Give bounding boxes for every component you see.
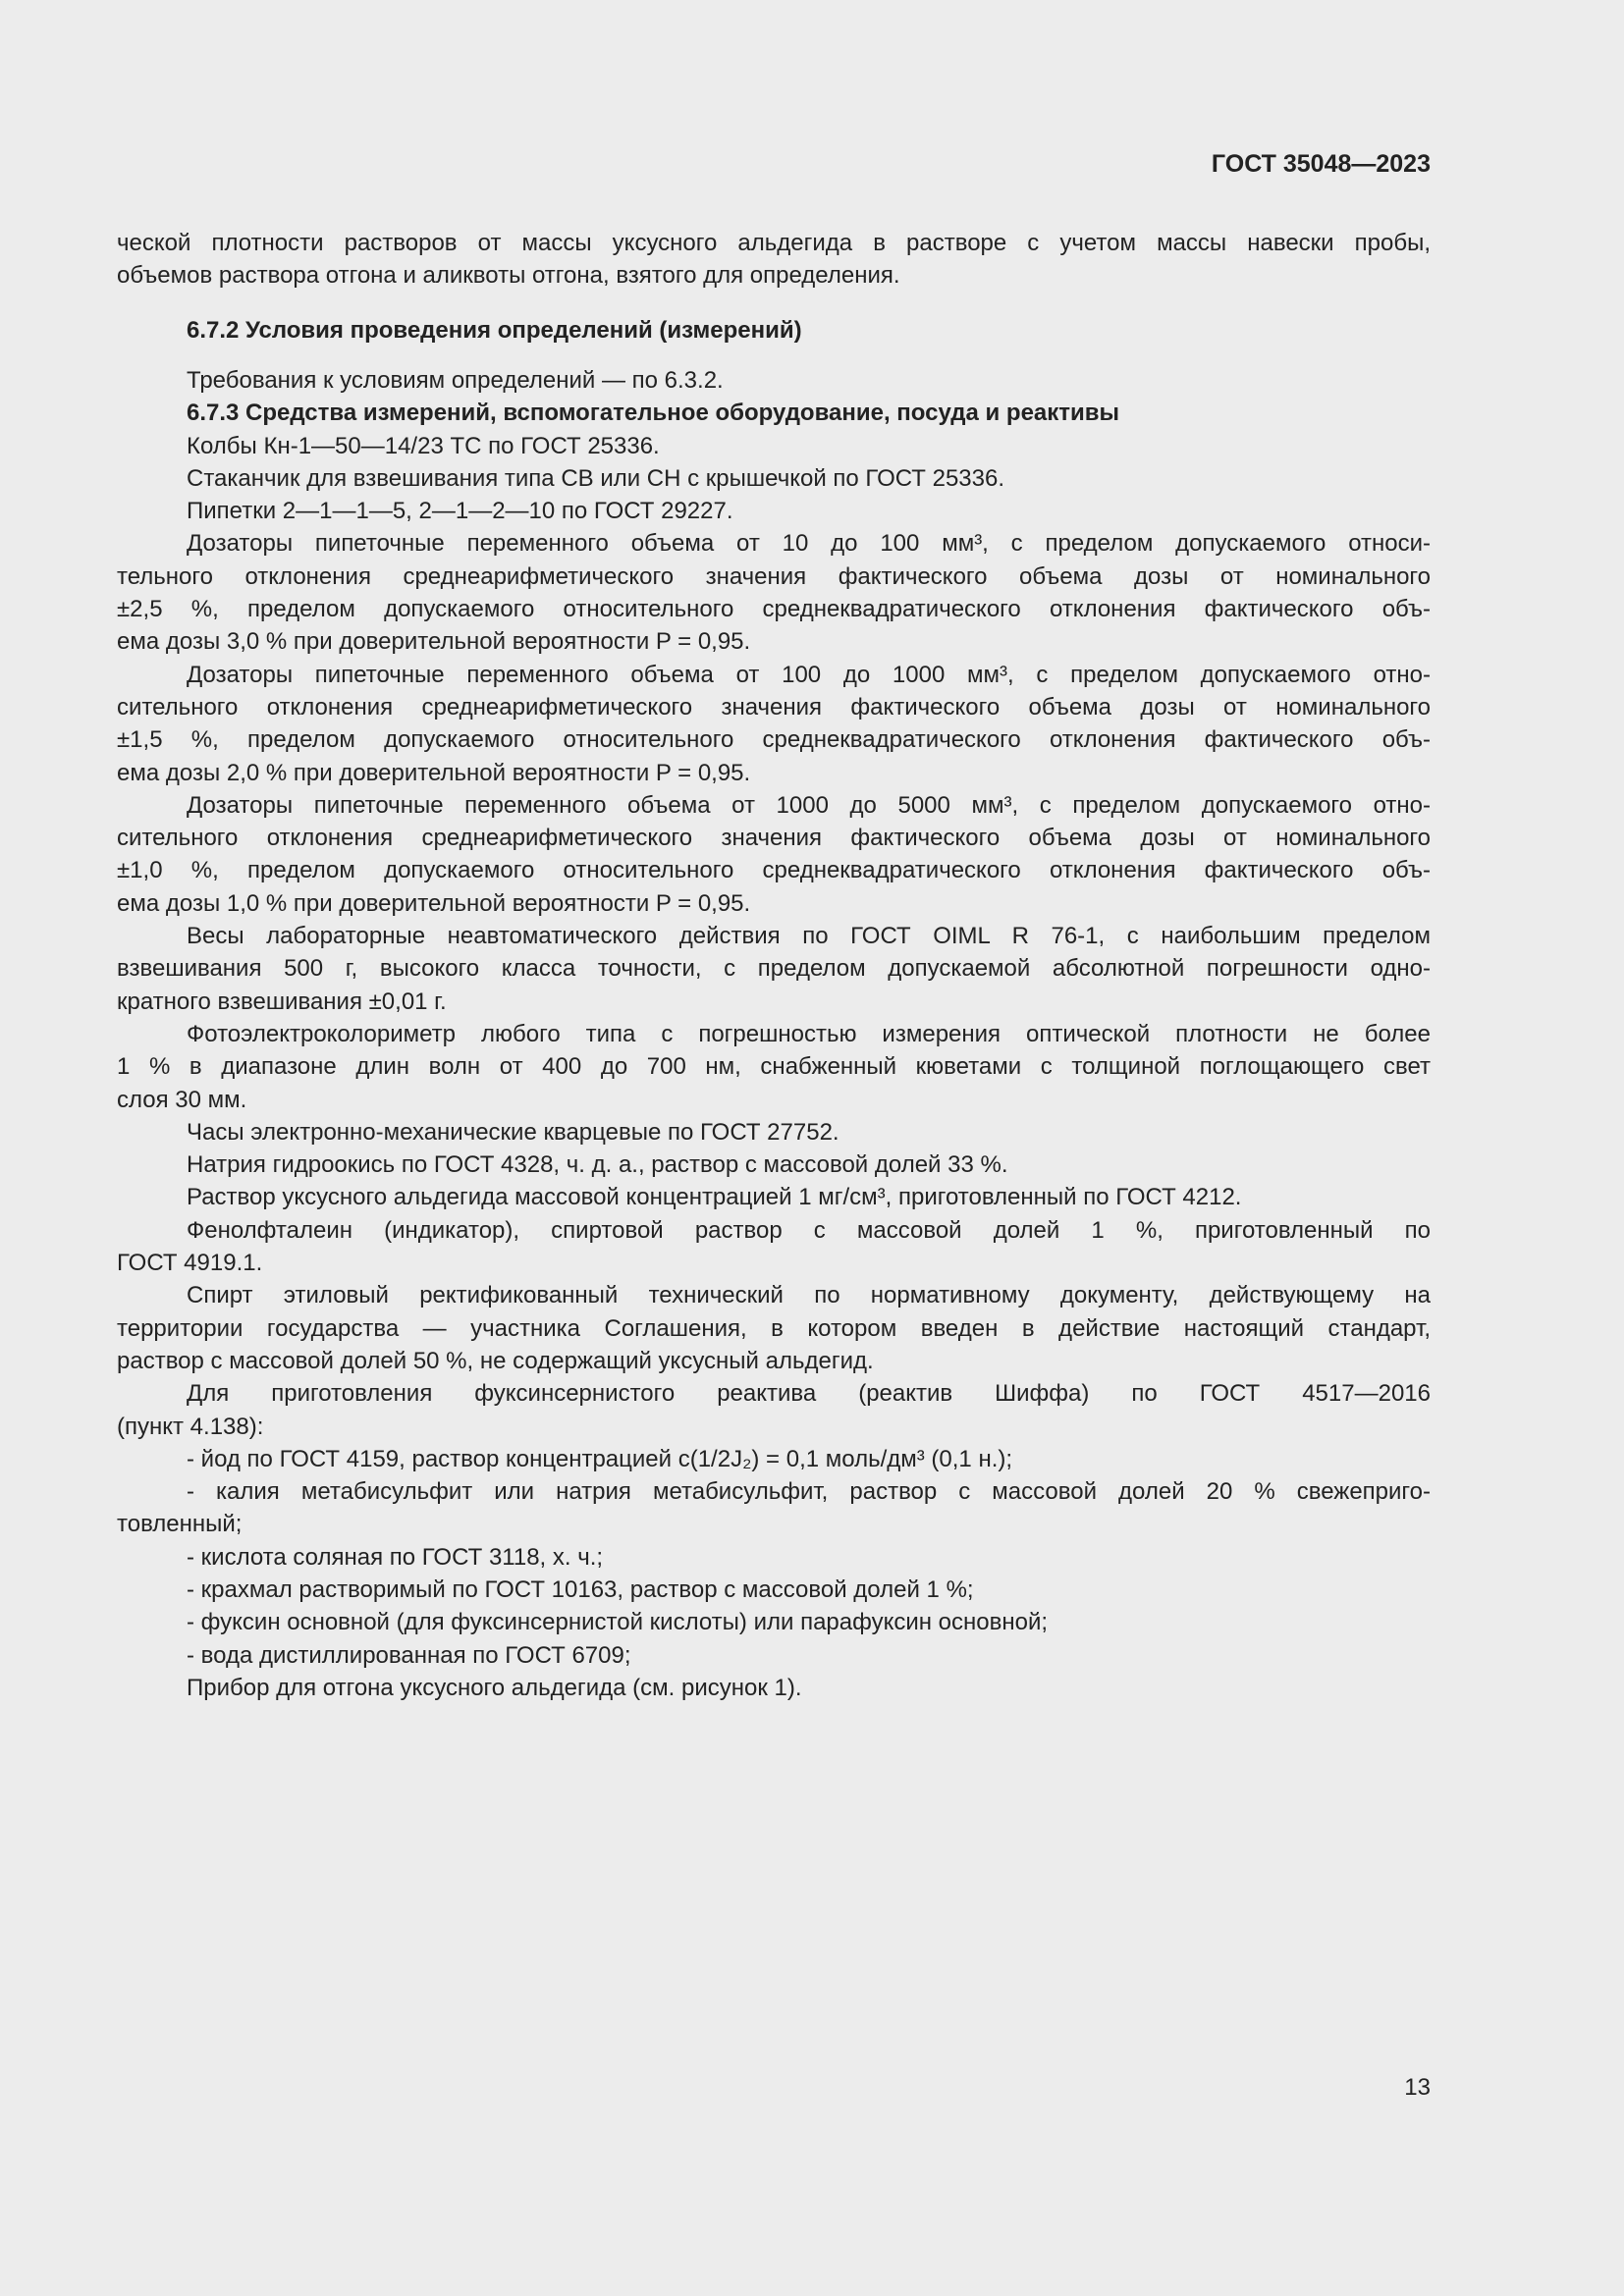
text-line: объемов раствора отгона и аликвоты отгона, взятого для определения. xyxy=(117,262,900,290)
text-line: ±1,5 %, пределом допускаемого относительного среднеквадратического отклонения фактического объ- xyxy=(117,726,1431,754)
document-header: ГОСТ 35048—2023 xyxy=(1211,150,1431,178)
text-line: ема дозы 3,0 % при доверительной вероятности P = 0,95. xyxy=(117,628,751,656)
text-line: Дозаторы пипеточные переменного объема от 100 до 1000 мм³, с пределом допускаемого отно- xyxy=(187,661,1431,688)
text-line: - фуксин основной (для фуксинсернистой кислоты) или парафуксин основной; xyxy=(187,1609,1049,1636)
text-line: ческой плотности растворов от массы уксусного альдегида в растворе с учетом массы навески пробы, xyxy=(117,230,1431,256)
text-line: Дозаторы пипеточные переменного объема от 10 до 100 мм³, с пределом допускаемого относи- xyxy=(187,530,1431,558)
text-line: - кислота соляная по ГОСТ 3118, х. ч.; xyxy=(187,1543,604,1571)
text-line: Фенолфталеин (индикатор), спиртовой раствор с массовой долей 1 %, приготовленный по xyxy=(187,1216,1431,1244)
text-line: Спирт этиловый ректификованный технический по нормативному документу, действующему на xyxy=(187,1282,1431,1309)
text-line: товленный; xyxy=(117,1511,243,1538)
text-line: Прибор для отгона уксусного альдегида (см. рисунок 1). xyxy=(187,1674,802,1701)
text-line: сительного отклонения среднеарифметического значения фактического объема дозы от номинального xyxy=(117,693,1431,721)
text-line: взвешивания 500 г, высокого класса точности, с пределом допускаемой абсолютной погрешности одно- xyxy=(117,955,1431,983)
text-line: Дозаторы пипеточные переменного объема от 1000 до 5000 мм³, с пределом допускаемого отно- xyxy=(187,791,1431,819)
section-6-7-2 xyxy=(117,314,1431,347)
text-line: - вода дистиллированная по ГОСТ 6709; xyxy=(187,1641,631,1669)
section-heading: 6.7.3 Средства измерений, вспомогательное оборудование, посуда и реактивы xyxy=(187,400,1120,427)
text-line: слоя 30 мм. xyxy=(117,1086,247,1113)
text-line: Раствор уксусного альдегида массовой концентрацией 1 мг/см³, приготовленный по ГОСТ 4212. xyxy=(187,1184,1242,1211)
text-line: тельного отклонения среднеарифметического значения фактического объема дозы от номинального xyxy=(117,562,1431,590)
text-line: ема дозы 1,0 % при доверительной вероятности P = 0,95. xyxy=(117,889,751,917)
text-line: Для приготовления фуксинсернистого реактива (реактив Шиффа) по ГОСТ 4517—2016 xyxy=(187,1380,1431,1408)
text-line: Требования к условиям определений — по 6.3.2. xyxy=(187,367,724,394)
text-line: ±1,0 %, пределом допускаемого относительного среднеквадратического отклонения фактического объ- xyxy=(117,857,1431,884)
text-line: - йод по ГОСТ 4159, раствор концентрацией c(1/2J₂) = 0,1 моль/дм³ (0,1 н.); xyxy=(187,1445,1013,1472)
text-line: Стаканчик для взвешивания типа СВ или СН с крышечкой по ГОСТ 25336. xyxy=(187,464,1005,492)
text-line: - крахмал растворимый по ГОСТ 10163, раствор с массовой долей 1 %; xyxy=(187,1575,974,1603)
text-line: Пипетки 2—1—1—5, 2—1—2—10 по ГОСТ 29227. xyxy=(187,498,733,525)
text-line: Колбы Кн-1—50—14/23 ТС по ГОСТ 25336. xyxy=(187,432,660,459)
text-line: сительного отклонения среднеарифметического значения фактического объема дозы от номинального xyxy=(117,825,1431,852)
body-text xyxy=(117,364,1431,1704)
text-line: - калия метабисульфит или натрия метабисульфит, раствор с массовой долей 20 % свежеприго- xyxy=(187,1478,1431,1506)
text-line: кратного взвешивания ±0,01 г. xyxy=(117,988,447,1015)
page-number: 13 xyxy=(1404,2074,1431,2101)
text-line: (пункт 4.138): xyxy=(117,1413,264,1440)
text-line: ±2,5 %, пределом допускаемого относительного среднеквадратического отклонения фактического объ- xyxy=(117,596,1431,623)
text-line: Часы электронно-механические кварцевые по ГОСТ 27752. xyxy=(187,1118,839,1146)
text-line: ема дозы 2,0 % при доверительной вероятности P = 0,95. xyxy=(117,759,751,786)
intro-paragraph xyxy=(117,227,1431,293)
section-heading-6-7-2: 6.7.2 Условия проведения определений (измерений) xyxy=(187,317,802,344)
text-line: 1 % в диапазоне длин волн от 400 до 700 нм, снабженный кюветами с толщиной поглощающего свет xyxy=(117,1053,1431,1081)
text-line: Натрия гидроокись по ГОСТ 4328, ч. д. а., раствор с массовой долей 33 %. xyxy=(187,1151,1008,1179)
text-line: ГОСТ 4919.1. xyxy=(117,1250,263,1277)
text-line: Фотоэлектроколориметр любого типа с погрешностью измерения оптической плотности не более xyxy=(187,1020,1431,1047)
text-line: раствор с массовой долей 50 %, не содержащий уксусный альдегид. xyxy=(117,1347,874,1374)
text-line: Весы лабораторные неавтоматического действия по ГОСТ OIML R 76-1, с наибольшим пределом xyxy=(187,923,1431,950)
text-line: территории государства — участника Соглашения, в котором введен в действие настоящий стандарт, xyxy=(117,1314,1431,1342)
